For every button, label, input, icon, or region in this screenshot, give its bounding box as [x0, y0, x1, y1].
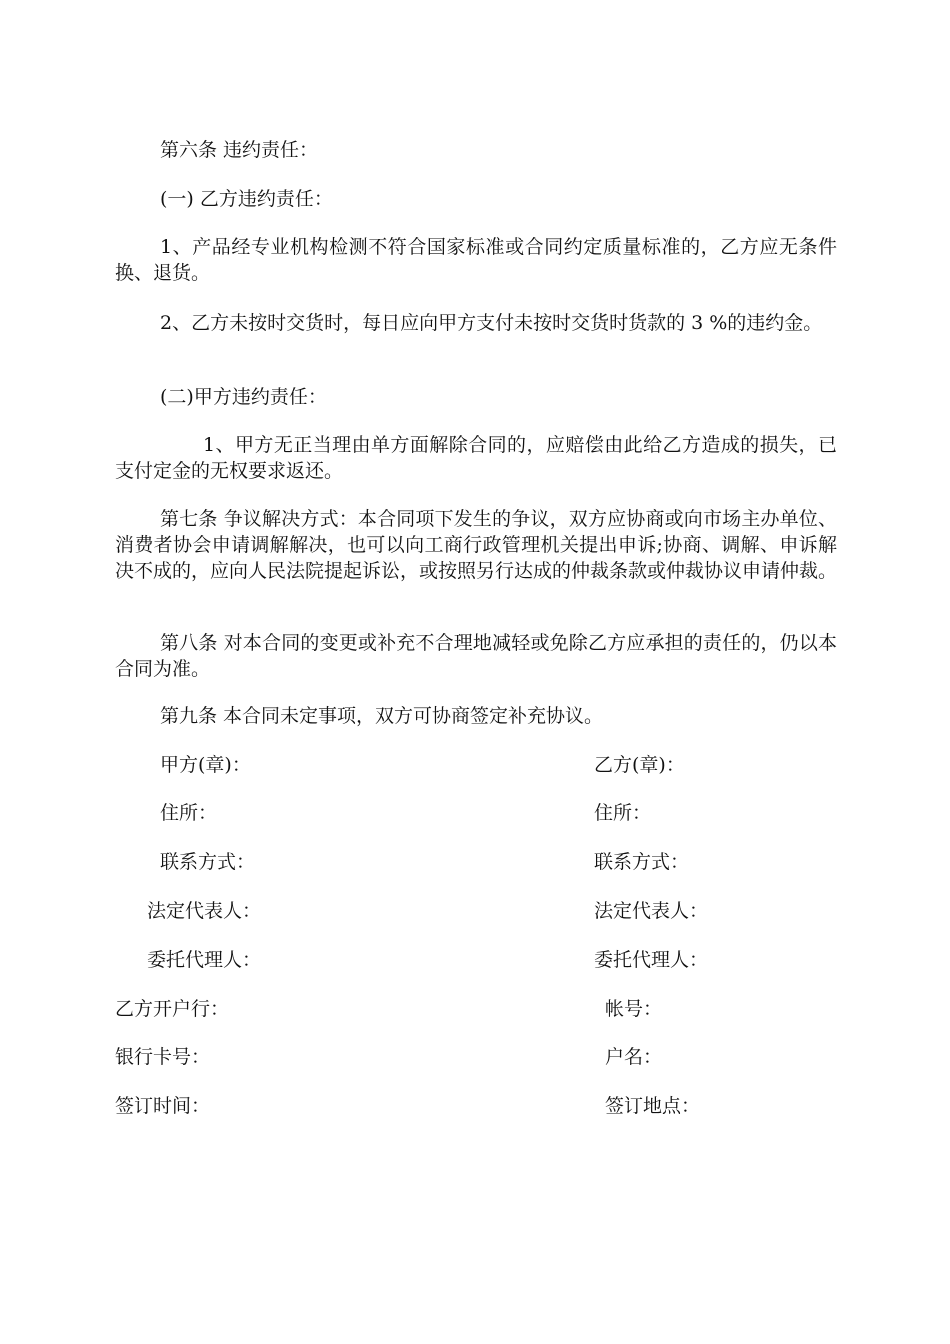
party-a-liability-item-1: 1、甲方无正当理由单方面解除合同的，应赔偿由此给乙方造成的损失，已支付定金的无权要求返还。 [115, 434, 837, 482]
party-b-agent-label: 委托代理人： [594, 949, 709, 971]
party-b-contact-label: 联系方式： [594, 851, 690, 873]
party-a-liability-heading: (二)甲方违约责任： [160, 386, 327, 408]
party-b-address-label: 住所： [594, 802, 652, 824]
signing-place-label: 签订地点： [605, 1095, 701, 1117]
party-b-liability-item-2: 2、乙方未按时交货时，每日应向甲方支付未按时交货时货款的 3 %的违约金。 [160, 312, 823, 334]
opening-bank-label: 乙方开户行： [115, 998, 230, 1020]
article-8-amendment: 第八条 对本合同的变更或补充不合理地减轻或免除乙方应承担的责任的，仍以本合同为准。 [115, 632, 837, 680]
bank-card-number-label: 银行卡号： [115, 1046, 211, 1068]
party-a-seal-label: 甲方(章)： [160, 754, 251, 776]
party-b-seal-label: 乙方(章)： [594, 754, 685, 776]
party-a-agent-label: 委托代理人： [147, 949, 262, 971]
party-a-address-label: 住所： [160, 802, 218, 824]
account-number-label: 帐号： [605, 998, 663, 1020]
party-a-legal-rep-label: 法定代表人： [147, 900, 262, 922]
signing-time-label: 签订时间： [115, 1095, 211, 1117]
article-9-supplement: 第九条 本合同未定事项，双方可协商签定补充协议。 [160, 705, 604, 727]
article-6-title: 第六条 违约责任： [160, 139, 319, 161]
party-b-liability-item-1: 1、产品经专业机构检测不符合国家标准或合同约定质量标准的，乙方应无条件换、退货。 [115, 236, 837, 284]
article-7-dispute-resolution: 第七条 争议解决方式：本合同项下发生的争议，双方应协商或向市场主办单位、消费者协会申请调解解决，也可以向工商行政管理机关提出申诉;协商、调解、申诉解决不成的，应向人民法院提起诉讼，或按照另行达成的仲裁条款或仲裁协议申请仲裁。 [115, 508, 838, 582]
party-a-contact-label: 联系方式： [160, 851, 256, 873]
party-b-liability-heading: (一) 乙方违约责任： [160, 188, 333, 210]
party-b-legal-rep-label: 法定代表人： [594, 900, 709, 922]
account-name-label: 户名： [605, 1046, 663, 1068]
